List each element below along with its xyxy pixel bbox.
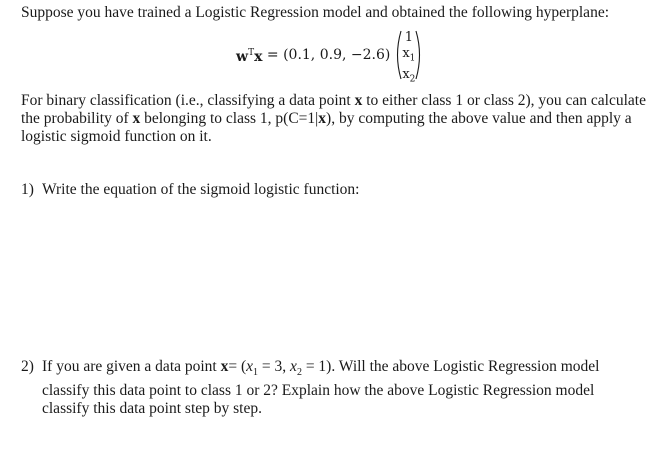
left-parenthesis-icon	[394, 30, 402, 80]
equals-sign: =	[262, 47, 284, 63]
question-1	[21, 181, 641, 199]
vector-entry-x1: $x_1$	[402, 46, 416, 64]
equation-lhs	[236, 44, 262, 66]
column-vector	[394, 30, 423, 85]
vector-entry-1: 1	[404, 30, 413, 45]
question-2-text: If you are given a data point $x= (x_1 = 3$, $x_2 = 1$). Will the above Logistic Regression model classify this data point to class 1 or 2? Explain how the above Logistic Regression model classify this data point step by step.	[42, 358, 600, 418]
question-1-text: Write the equation of the sigmoid logistic function:	[42, 181, 360, 198]
question-1-number: 1)	[21, 181, 34, 198]
vector-entry-x2: $x_2$	[402, 66, 416, 85]
right-parenthesis-icon	[415, 30, 423, 80]
description-paragraph: For binary classification (i.e., classifying a data point x to either class 1 or class 2), you can calculate the probability of x belonging to class 1, p(C=1|x), by computing the above value and then apply a logistic sigmoid function on it.	[21, 92, 646, 145]
intro-text: Suppose you have trained a Logistic Regression model and obtained the following hyperplane:	[21, 4, 610, 21]
row-vector: (0.1, 0.9, −2.6)	[283, 47, 391, 63]
transpose-symbol: T	[248, 48, 255, 58]
w-symbol: w	[236, 49, 249, 65]
question-2-number: 2)	[21, 358, 34, 375]
question-2	[21, 358, 641, 418]
hyperplane-equation	[236, 28, 423, 85]
x-symbol: x	[254, 49, 263, 65]
